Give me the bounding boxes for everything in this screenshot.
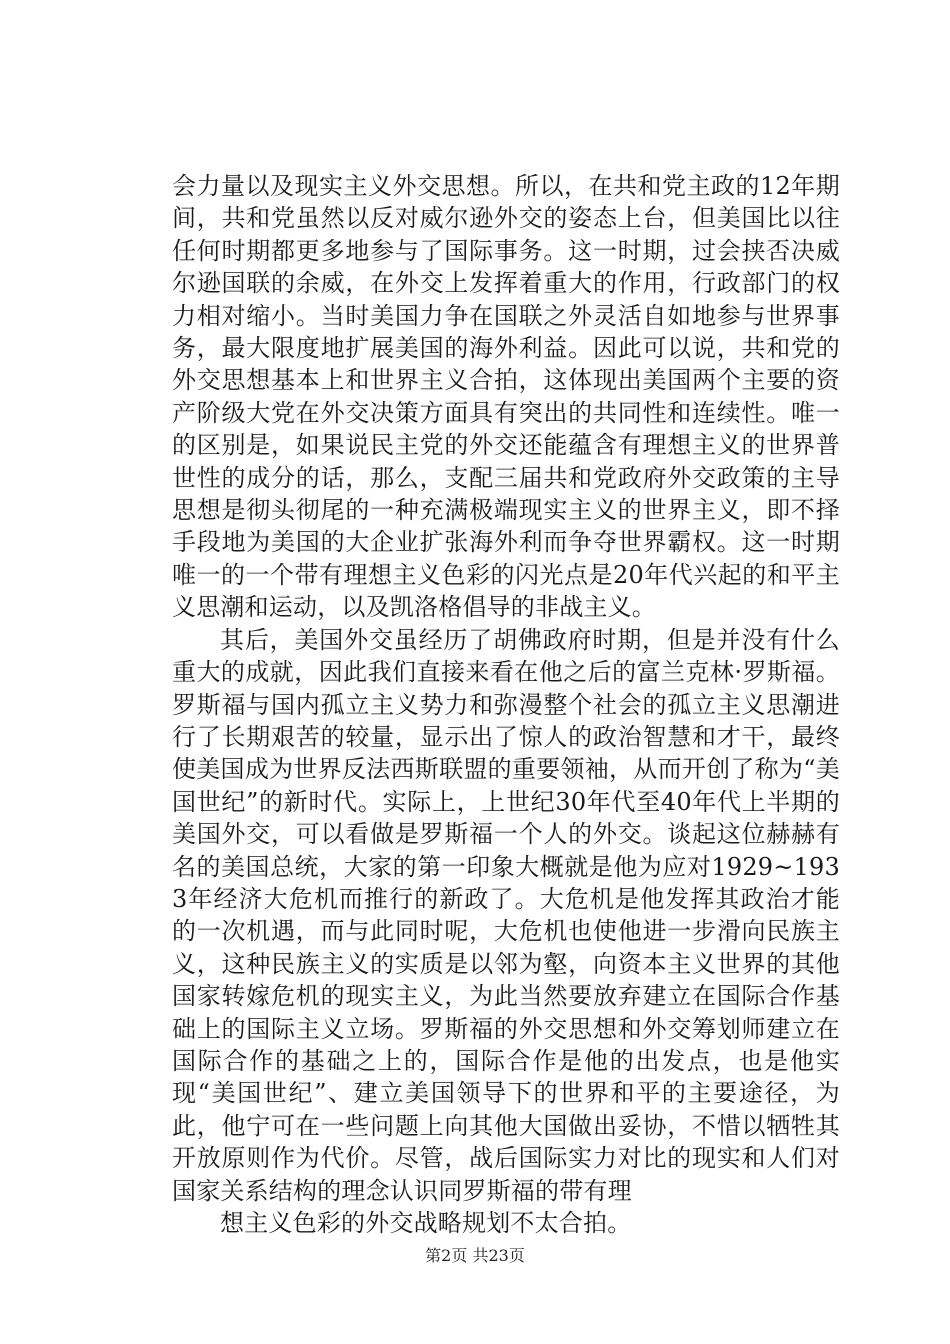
body-text bbox=[172, 170, 840, 1239]
total-pages: 共23页 bbox=[472, 1246, 525, 1265]
paragraph-2: 其后，美国外交虽经历了胡佛政府时期，但是并没有什么重大的成就，因此我们直接来看在他之后的富兰克林·罗斯福。罗斯福与国内孤立主义势力和弥漫整个社会的孤立主义思潮进行了长期艰苦的较量，显示出了惊人的政治智慧和才干，最终使美国成为世界反法西斯联盟的重要领袖，从而开创了称为“美国世纪”的新时代。实际上，上世纪30年代至40年代上半期的美国外交，可以看做是罗斯福一个人的外交。谈起这位赫赫有名的美国总统，大家的第一印象大概就是他为应对1929~1933年经济大危机而推行的新政了。大危机是他发挥其政治才能的一次机遇，而与此同时呢，大危机也使他进一步滑向民族主义，这种民族主义的实质是以邻为壑，向资本主义世界的其他国家转嫁危机的现实主义，为此当然要放弃建立在国际合作基础上的国际主义立场。罗斯福的外交思想和外交筹划师建立在国际合作的基础之上的，国际合作是他的出发点，也是他实现“美国世纪”、建立美国领导下的世界和平的主要途径，为此，他宁可在一些问题上向其他大国做出妥协，不惜以牺牲其开放原则作为代价。尽管，战后国际实力对比的现实和人们对国家关系结构的理念认识同罗斯福的带有理 bbox=[172, 625, 840, 1205]
page-footer bbox=[0, 1243, 950, 1266]
page-number: 第2页 bbox=[425, 1246, 468, 1265]
paragraph-1: 会力量以及现实主义外交思想。所以，在共和党主政的12年期间，共和党虽然以反对威尔逊外交的姿态上台，但美国比以往任何时期都更多地参与了国际事务。这一时期，过会挟否决威尔逊国联的余威，在外交上发挥着重大的作用，行政部门的权力相对缩小。当时美国力争在国联之外灵活自如地参与世界事务，最大限度地扩展美国的海外利益。因此可以说，共和党的外交思想基本上和世界主义合拍，这体现出美国两个主要的资产阶级大党在外交决策方面具有突出的共同性和连续性。唯一的区别是，如果说民主党的外交还能蕴含有理想主义的世界普世性的成分的话，那么，支配三届共和党政府外交政策的主导思想是彻头彻尾的一种充满极端现实主义的世界主义，即不择手段地为美国的大企业扩张海外利而争夺世界霸权。这一时期唯一的一个带有理想主义色彩的闪光点是20年代兴起的和平主义思潮和运动，以及凯洛格倡导的非战主义。 bbox=[172, 172, 840, 622]
paragraph-3: 想主义色彩的外交战略规划不太合拍。 bbox=[220, 1209, 632, 1237]
